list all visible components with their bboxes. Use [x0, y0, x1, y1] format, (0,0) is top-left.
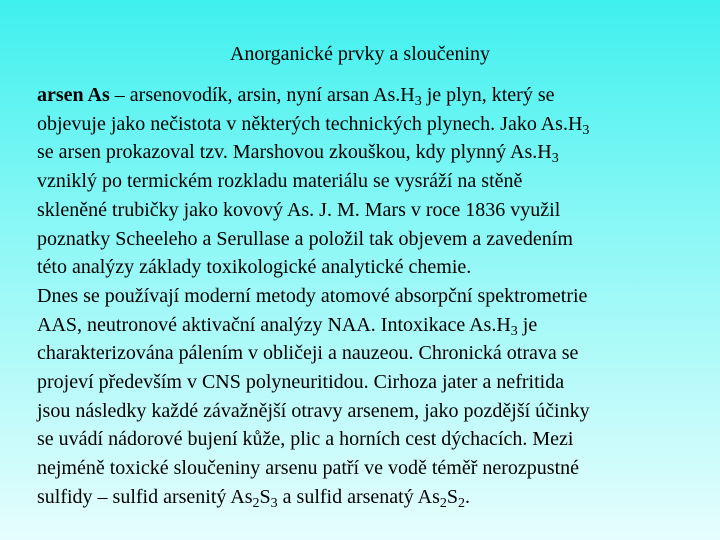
body-line	[37, 110, 709, 139]
text-run: S	[446, 485, 458, 508]
body-line	[37, 253, 709, 282]
text-run: se uvádí nádorové bujení kůže, plic a horních cest dýchacích. Mezi	[37, 428, 574, 451]
text-run: této analýzy základy toxikologické analytické chemie.	[37, 256, 472, 279]
text-run: nejméně toxické sloučeniny arsenu patří ve vodě téměř nerozpustné	[37, 457, 580, 480]
element-term: arsen As	[37, 84, 110, 106]
body-line	[37, 397, 709, 426]
text-run: Dnes se používají moderní metody atomové absorpční spektrometrie	[37, 284, 588, 307]
text-run: S	[259, 485, 271, 508]
body-line	[37, 138, 709, 167]
text-run: – arsenovodík, arsin, nyní arsan As.H	[109, 84, 415, 106]
text-run: poznatky Scheeleho a Serullase a položil tak objevem a zavedením	[37, 227, 573, 250]
body-line	[37, 454, 709, 483]
text-run: a sulfid arsenatý As	[277, 485, 440, 508]
text-run: se arsen prokazoval tzv. Marshovou zkouškou, kdy plynný As.H	[37, 141, 552, 164]
text-run: charakterizována pálením v obličeji a nauzeou. Chronická otrava se	[37, 342, 579, 365]
text-run: .	[464, 485, 470, 508]
slide-body-text	[37, 81, 709, 512]
body-line	[37, 196, 709, 225]
subscript: 2	[252, 495, 260, 511]
subscript: 3	[510, 323, 518, 339]
body-line	[37, 81, 709, 110]
subscript: 3	[414, 94, 422, 109]
text-run: skleněné trubičky jako kovový As. J. M. Mars v roce 1836 využil	[37, 198, 561, 221]
text-run: vzniklý po termickém rozkladu materiálu se vysráží na stěně	[37, 170, 523, 193]
body-line	[37, 311, 709, 340]
body-line	[37, 368, 709, 397]
subscript: 2	[439, 495, 447, 511]
subscript: 2	[457, 495, 465, 511]
subscript: 3	[270, 495, 278, 511]
body-line	[37, 167, 709, 196]
text-run: objevuje jako nečistota v některých technických plynech. Jako As.H	[37, 112, 583, 135]
text-run: jsou následky každé závažnější otravy arsenem, jako pozdější účinky	[37, 399, 590, 422]
body-line	[37, 339, 709, 368]
text-run: je plyn, který se	[421, 84, 555, 106]
subscript: 3	[551, 151, 559, 167]
subscript: 3	[582, 122, 590, 138]
text-run: je	[517, 313, 538, 336]
text-run: projeví především v CNS polyneuritidou. Cirhoza jater a nefritida	[37, 371, 565, 394]
slide-title: Anorganické prvky a sloučeniny	[229, 43, 491, 65]
body-line	[37, 282, 709, 311]
body-line	[37, 483, 709, 512]
body-line	[37, 225, 709, 254]
text-run: AAS, neutronové aktivační analýzy NAA. Intoxikace As.H	[37, 313, 511, 336]
body-line	[37, 425, 709, 454]
text-run: sulfidy – sulfid arsenitý As	[37, 485, 253, 508]
